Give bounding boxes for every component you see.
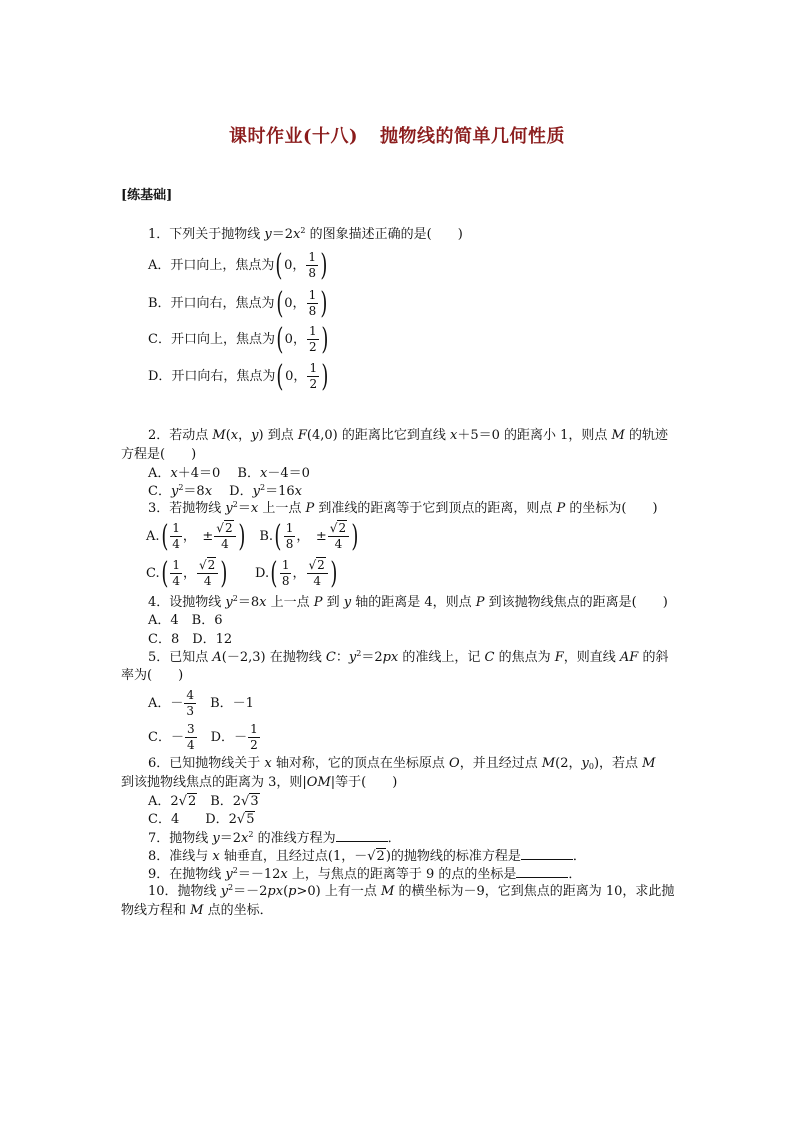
- answer-blank[interactable]: [521, 847, 573, 860]
- q3-options-row1: A.( $\frac{1}{4}$ ， ± $\frac{√2}{4}$ ) B.( $\frac{1}{8}$ ， ± $\frac{√2}{4}$ ): [146, 518, 359, 554]
- q9: 9．在抛物线 $y^2=-12x$ 上，与焦点的距离等于 9 的点的坐标是 ．: [148, 866, 582, 882]
- q1-stem: 1．下列关于抛物线 $y=2x^2$ 的图象描述正确的是( ): [148, 226, 463, 242]
- q1-option-b: B．开口向右，焦点为(0， $\frac{1}{8}$ ): [148, 285, 328, 321]
- q1-option-a: A．开口向上，焦点为(0， $\frac{1}{8}$ ): [148, 247, 328, 283]
- q5-options-row1: A．－ $\frac{4}{3}$ B．－1: [148, 688, 254, 718]
- q1-option-c: C．开口向上，焦点为(0， $\frac{1}{2}$ ): [148, 321, 328, 357]
- q4-stem: 4．设抛物线 $y^2=8x$ 上一点 P 到 y 轴的距离是 4，则点 P 到该抛物线焦点的距离是( ): [148, 594, 668, 610]
- q6-stem-line1: 6．已知抛物线关于 x 轴对称，它的顶点在坐标原点 O，并且经过点 M(2，$y_0$)，若点 M: [148, 756, 656, 771]
- q2-options-row2: C．$y^2=8x$ D．$y^2=16x$: [148, 483, 302, 499]
- answer-blank[interactable]: [516, 865, 568, 878]
- q5-stem-line1: 5．已知点 A(－2,3) 在抛物线 C：$y^2=2px$ 的准线上，记 C 的焦点为 F，则直线 AF 的斜: [148, 649, 669, 665]
- q2-options-row1: A．x＋4＝0 B．x－4＝0: [148, 466, 310, 481]
- q4-options-row2: C．8 D．12: [148, 632, 233, 647]
- title-topic: 抛物线的简单几何性质: [380, 126, 566, 147]
- q3-options-row2: C.( $\frac{1}{4}$ ， $\frac{√2}{4}$ ) D.( $\frac{1}{8}$ ， $\frac{√2}{4}$ ): [146, 555, 338, 591]
- section-heading: [练基础]: [121, 188, 173, 203]
- page-title: [0, 122, 794, 148]
- q7: 7．抛物线 $y=2x^2$ 的准线方程为 ．: [148, 830, 401, 846]
- q6-options-row1: A．2√2 B．2√3: [148, 794, 259, 809]
- q5-stem-line2: 率为( ): [121, 668, 184, 683]
- title-series: 课时作业(十八): [228, 126, 359, 147]
- q6-stem-line2: 到该抛物线焦点的距离为 3，则|OM|等于( ): [121, 775, 398, 790]
- q3-stem: 3．若抛物线 $y^2=x$ 上一点 P 到准线的距离等于它到顶点的距离，则点 P 的坐标为( ): [148, 500, 658, 516]
- q10-line1: 10．抛物线 $y^2=-2px(p>0)$ 上有一点 M 的横坐标为－9，它到焦点的距离为 10，求此抛: [148, 883, 675, 899]
- q4-options-row1: A．4 B．6: [148, 613, 223, 628]
- q2-stem-line1: 2．若动点 M(x，y) 到点 F(4,0) 的距离比它到直线 x＋5＝0 的距离小 1，则点 M 的轨迹: [148, 428, 668, 443]
- answer-blank[interactable]: [336, 829, 388, 842]
- q6-options-row2: C．4 D．2√5: [148, 812, 255, 827]
- q5-options-row2: C．－ $\frac{3}{4}$ D．－ $\frac{1}{2}$: [148, 722, 258, 752]
- q2-stem-line2: 方程是( ): [121, 447, 197, 462]
- q1-option-d: D．开口向右，焦点为(0， $\frac{1}{2}$ ): [148, 358, 329, 394]
- q8: 8．准线与 x 轴垂直，且经过点(1，－√2)的抛物线的标准方程是 ．: [148, 849, 586, 864]
- q10-line2: 物线方程和 M 点的坐标．: [121, 903, 273, 918]
